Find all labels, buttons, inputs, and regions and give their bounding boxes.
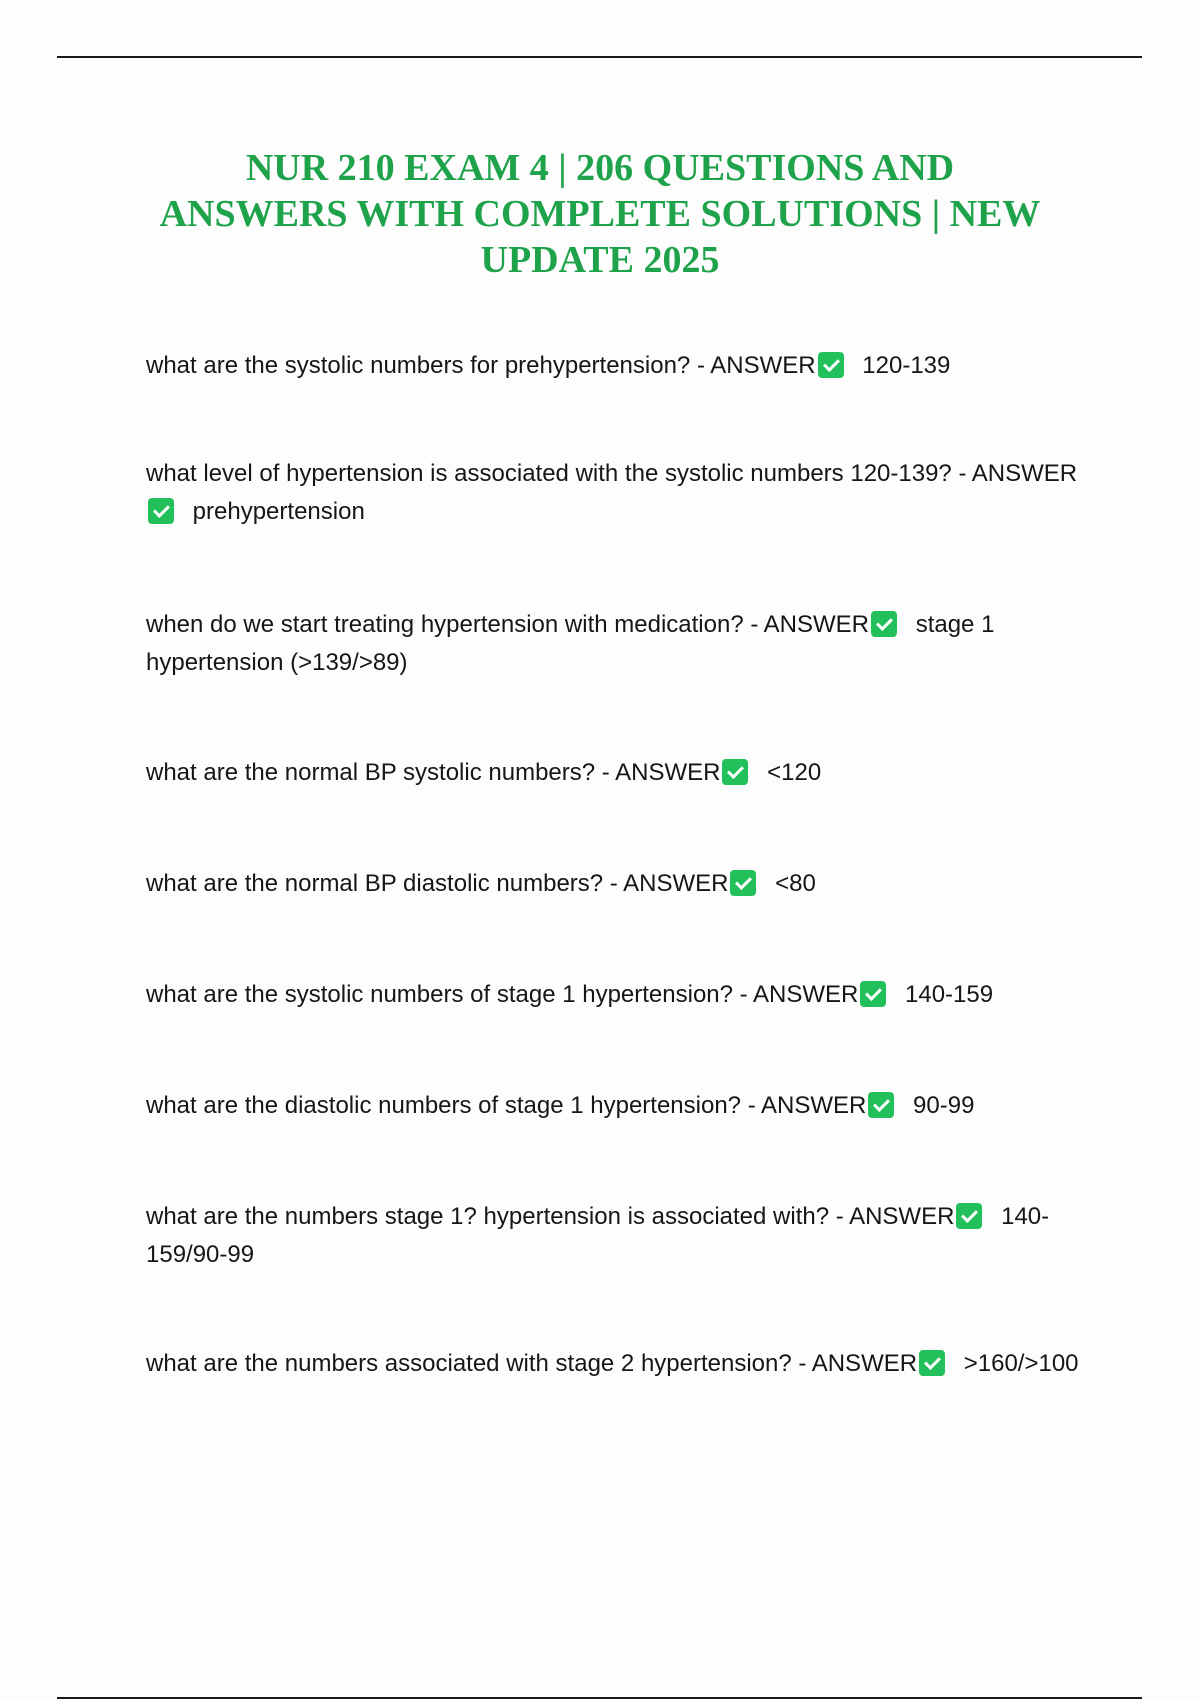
checkmark-icon — [868, 1092, 894, 1118]
answer-label: ANSWER — [763, 611, 870, 638]
qa-item — [146, 754, 1086, 792]
question-text: what level of hypertension is associated with the systolic numbers 120-139? - — [146, 460, 967, 487]
answer-label: ANSWER — [753, 981, 859, 1008]
answer-text: 140-159 — [905, 981, 994, 1008]
answer-text: stage 1 hypertension (>139/>89) — [146, 611, 995, 676]
checkmark-icon — [919, 1350, 945, 1376]
answer-text: 90-99 — [913, 1092, 975, 1119]
qa-item — [146, 1087, 1086, 1125]
question-text: what are the numbers stage 1? hypertension is associated with? - — [146, 1203, 844, 1230]
qa-item — [146, 976, 1086, 1014]
checkmark-icon — [730, 870, 756, 896]
document-title — [100, 145, 1100, 283]
checkmark-icon — [860, 981, 886, 1007]
question-text: what are the diastolic numbers of stage 1 hypertension? - — [146, 1092, 756, 1119]
answer-label: ANSWER — [971, 460, 1078, 487]
qa-item — [146, 606, 1086, 682]
qa-item — [146, 347, 1086, 385]
top-rule — [57, 56, 1142, 58]
checkmark-icon — [956, 1203, 982, 1229]
checkmark-icon — [818, 352, 844, 378]
question-text: what are the normal BP systolic numbers? - — [146, 759, 610, 786]
bottom-rule — [57, 1697, 1142, 1699]
answer-label: ANSWER — [710, 352, 816, 379]
answer-text: 120-139 — [862, 352, 951, 379]
answer-text: >160/>100 — [963, 1350, 1079, 1377]
checkmark-icon — [148, 498, 174, 524]
question-text: when do we start treating hypertension with medication? - — [146, 611, 759, 638]
title-line: NUR 210 EXAM 4 | 206 QUESTIONS AND — [245, 147, 955, 189]
checkmark-icon — [722, 759, 748, 785]
answer-label: ANSWER — [615, 759, 721, 786]
answer-text: <120 — [767, 759, 822, 786]
answer-label: ANSWER — [623, 870, 729, 897]
checkmark-icon — [871, 611, 897, 637]
answer-text: <80 — [775, 870, 816, 897]
answer-label: ANSWER — [761, 1092, 867, 1119]
question-text: what are the numbers associated with stage 2 hypertension? - — [146, 1350, 807, 1377]
answer-label: ANSWER — [849, 1203, 955, 1230]
question-text: what are the systolic numbers for prehypertension? - — [146, 352, 705, 379]
question-text: what are the normal BP diastolic numbers? - — [146, 870, 618, 897]
title-line: ANSWERS WITH COMPLETE SOLUTIONS | NEW — [159, 193, 1041, 235]
title-line: UPDATE 2025 — [480, 239, 720, 281]
qa-item — [146, 455, 1086, 531]
question-text: what are the systolic numbers of stage 1 hypertension? - — [146, 981, 748, 1008]
qa-item — [146, 1345, 1086, 1383]
answer-text: prehypertension — [192, 498, 365, 525]
answer-text: 140-159/90-99 — [146, 1203, 1050, 1268]
qa-item — [146, 865, 1086, 903]
qa-item — [146, 1198, 1086, 1274]
answer-label: ANSWER — [811, 1350, 918, 1377]
